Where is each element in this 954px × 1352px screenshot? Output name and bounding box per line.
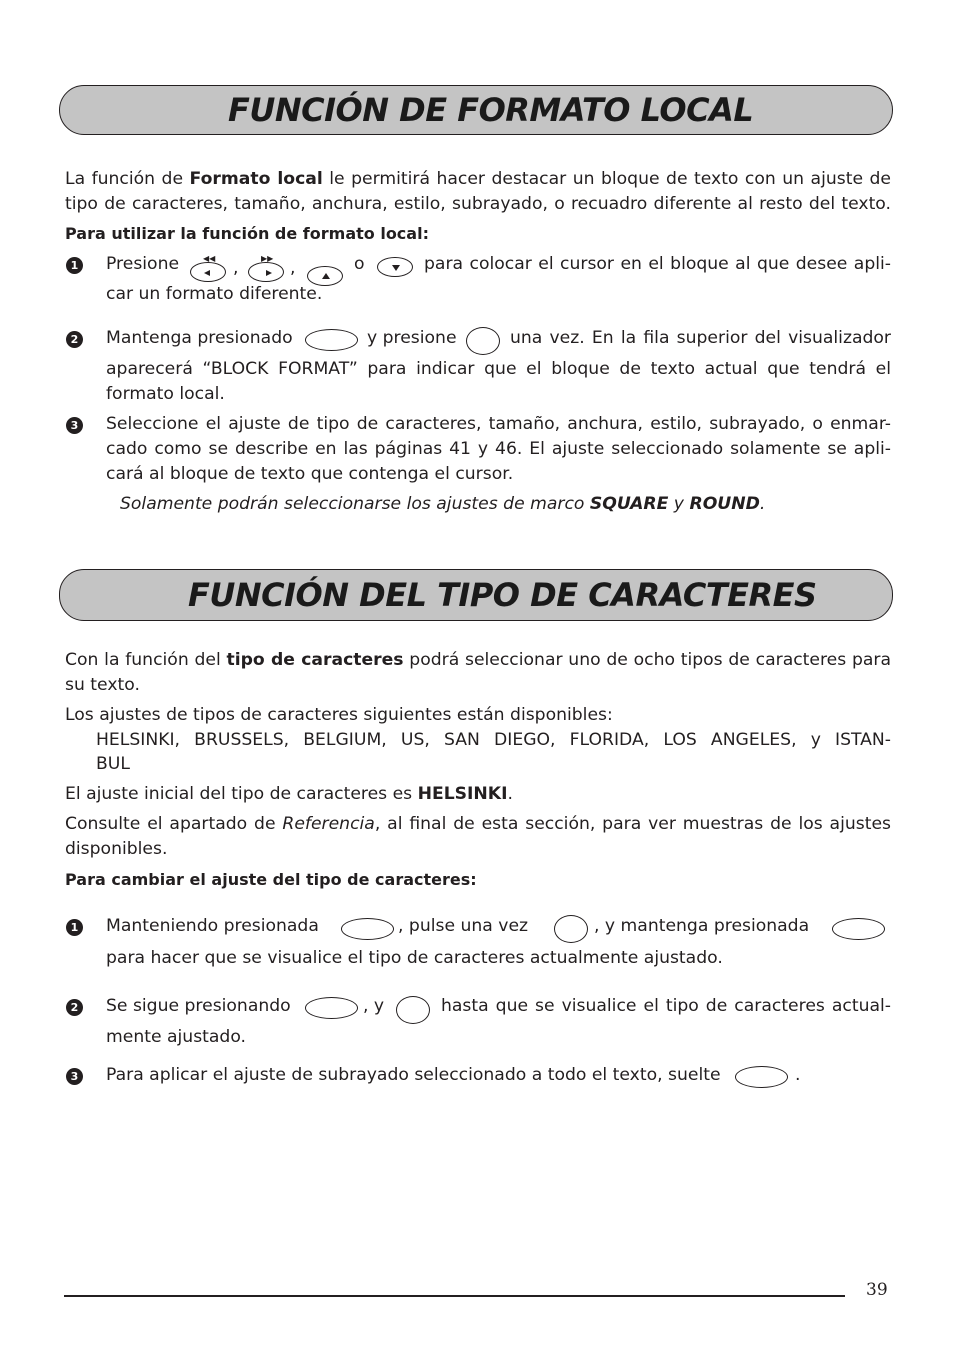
intro-line-1: La función de Formato local le permitirá hacer destacar un bloque de texto con un ajuste de bbox=[65, 169, 891, 189]
step-text: , y bbox=[363, 996, 385, 1016]
step-number: 3 bbox=[66, 417, 83, 434]
step-text: . bbox=[795, 1065, 801, 1085]
paragraph-line: su texto. bbox=[65, 675, 140, 695]
section-banner-formato-local bbox=[59, 85, 893, 135]
page-number: 39 bbox=[866, 1280, 888, 1300]
paragraph-line: Con la función del tipo de caracteres podrá seleccionar uno de ocho tipos de caracteres para bbox=[65, 650, 892, 670]
step-number: 1 bbox=[66, 257, 83, 274]
step-text: y presione bbox=[367, 328, 457, 348]
paragraph-line: Consulte el apartado de Referencia, al final de esta sección, para ver muestras de los ajustes bbox=[65, 814, 891, 834]
note: Solamente podrán seleccionarse los ajustes de marco SQUARE y ROUND. bbox=[120, 494, 766, 514]
rewind-mark-icon: ◀◀ bbox=[203, 254, 216, 263]
step-text: Se sigue presionando bbox=[106, 996, 291, 1016]
step-text: aparecerá “BLOCK FORMAT” para indicar que el bloque de texto actual que tendrá el bbox=[106, 359, 891, 379]
step-number: 2 bbox=[66, 331, 83, 348]
font-list-line: HELSINKI, BRUSSELS, BELGIUM, US, SAN DIEGO, FLORIDA, LOS ANGELES, y ISTAN- bbox=[96, 730, 891, 750]
code-key-icon bbox=[341, 918, 394, 940]
bold-term: Formato local bbox=[189, 169, 323, 189]
paragraph-line: disponibles. bbox=[65, 839, 168, 859]
step-text: para hacer que se visualice el tipo de caracteres actualmente ajustado. bbox=[106, 948, 723, 968]
code-key-icon bbox=[305, 997, 358, 1019]
step-number: 1 bbox=[66, 919, 83, 936]
step-text: Presione bbox=[106, 254, 180, 274]
step-text: hasta que se visualice el tipo de caracteres actual- bbox=[441, 996, 891, 1016]
section-title: FUNCIÓN DEL TIPO DE CARACTERES bbox=[188, 576, 817, 614]
step-number: 3 bbox=[66, 1068, 83, 1085]
step-text: una vez. En la fila superior del visualizador bbox=[510, 328, 891, 348]
left-arrow-key-icon bbox=[190, 262, 226, 282]
step-text: cado como se describe en las páginas 41 y 46. El ajuste seleccionado solamente se apli- bbox=[106, 439, 891, 459]
step-text: cará al bloque de texto que contenga el cursor. bbox=[106, 464, 514, 484]
separator: , bbox=[290, 258, 296, 278]
step-number: 2 bbox=[66, 999, 83, 1016]
code-key-icon bbox=[832, 918, 885, 940]
section-banner-tipo-caracteres bbox=[59, 569, 893, 621]
step-text: Manteniendo presionada bbox=[106, 916, 319, 936]
step-text: o bbox=[354, 254, 365, 274]
separator: , bbox=[233, 258, 239, 278]
font-list-line: BUL bbox=[96, 754, 130, 774]
section-title: FUNCIÓN DE FORMATO LOCAL bbox=[228, 91, 754, 129]
procedure-heading: Para utilizar la función de formato local: bbox=[65, 224, 429, 243]
bold-term: tipo de caracteres bbox=[226, 650, 404, 670]
procedure-heading: Para cambiar el ajuste del tipo de caracteres: bbox=[65, 870, 477, 889]
step-text: Mantenga presionado bbox=[106, 328, 293, 348]
function-key-icon bbox=[466, 327, 500, 355]
step-text: mente ajustado. bbox=[106, 1027, 247, 1047]
step-text: car un formato diferente. bbox=[106, 284, 323, 304]
step-text: Para aplicar el ajuste de subrayado seleccionado a todo el texto, suelte bbox=[106, 1065, 721, 1085]
paragraph-line: El ajuste inicial del tipo de caracteres es HELSINKI. bbox=[65, 784, 513, 804]
right-arrow-key-icon bbox=[248, 262, 284, 282]
step-text: Seleccione el ajuste de tipo de caracteres, tamaño, anchura, estilo, subrayado, o enmar- bbox=[106, 414, 891, 434]
step-text: para colocar el cursor en el bloque al que desee apli- bbox=[424, 254, 891, 274]
footer-rule bbox=[64, 1295, 845, 1297]
step-text: formato local. bbox=[106, 384, 225, 404]
intro-line-2: tipo de caracteres, tamaño, anchura, estilo, subrayado, o recuadro diferente al resto del texto. bbox=[65, 194, 891, 214]
down-arrow-key-icon bbox=[377, 257, 413, 277]
function-key-icon bbox=[554, 915, 588, 943]
code-key-icon bbox=[305, 329, 358, 351]
step-text: , pulse una vez bbox=[398, 916, 529, 936]
function-key-icon bbox=[396, 996, 430, 1024]
forward-mark-icon: ▶▶ bbox=[261, 254, 274, 263]
step-text: , y mantenga presionada bbox=[594, 916, 810, 936]
paragraph-line: Los ajustes de tipos de caracteres siguientes están disponibles: bbox=[65, 705, 613, 725]
code-key-icon bbox=[735, 1066, 788, 1088]
